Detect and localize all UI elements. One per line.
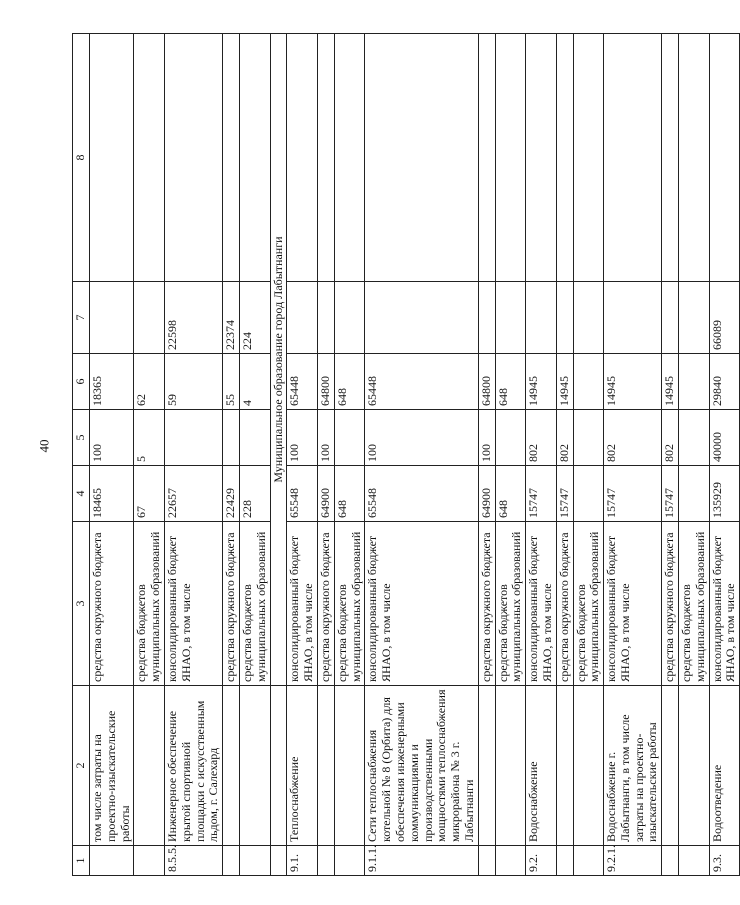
- cell-col-6: 65448: [287, 354, 318, 410]
- header-col-8: 8: [73, 34, 90, 282]
- cell-col-5: 802: [604, 410, 662, 466]
- cell-col-3: средства окружного бюджета: [90, 522, 134, 686]
- cell-col-2: [134, 686, 165, 846]
- cell-col-3: средства бюджетов муниципальных образований: [495, 522, 526, 686]
- cell-col-3: консолидированный бюджет ЯНАО, в том числе: [287, 522, 318, 686]
- table-row: [317, 34, 334, 876]
- cell-col-7: [556, 282, 573, 354]
- cell-col-5: [334, 410, 365, 466]
- section-empty-cell: [270, 846, 287, 876]
- cell-col-7: [573, 282, 604, 354]
- cell-col-6: 29840: [709, 354, 740, 410]
- cell-col-1: [334, 846, 365, 876]
- section-empty-cell: [270, 686, 287, 846]
- cell-col-3: средства окружного бюджета: [478, 522, 495, 686]
- cell-col-2: [573, 686, 604, 846]
- cell-col-2: [679, 686, 710, 846]
- cell-col-1: 9.2.1.: [604, 846, 662, 876]
- cell-col-8: [90, 34, 134, 282]
- cell-col-1: [556, 846, 573, 876]
- cell-col-1: [573, 846, 604, 876]
- cell-col-6: 64800: [317, 354, 334, 410]
- cell-col-6: 18365: [90, 354, 134, 410]
- cell-col-4: [679, 466, 710, 522]
- cell-col-6: 62: [134, 354, 165, 410]
- cell-col-5: 802: [662, 410, 679, 466]
- cell-col-6: 55: [223, 354, 240, 410]
- cell-col-4: 15747: [662, 466, 679, 522]
- cell-col-2: [334, 686, 365, 846]
- cell-col-3: средства окружного бюджета: [223, 522, 240, 686]
- cell-col-3: консолидированный бюджет ЯНАО, в том числе: [164, 522, 222, 686]
- cell-col-5: 100: [478, 410, 495, 466]
- cell-col-7: [287, 282, 318, 354]
- cell-col-4: 15747: [556, 466, 573, 522]
- cell-col-4: 135929: [709, 466, 740, 522]
- cell-col-6: 14945: [526, 354, 557, 410]
- cell-col-5: [573, 410, 604, 466]
- header-col-6: 6: [73, 354, 90, 410]
- cell-col-6: [679, 354, 710, 410]
- cell-col-4: 65548: [287, 466, 318, 522]
- header-col-5: 5: [73, 410, 90, 466]
- cell-col-1: 8.5.5.: [164, 846, 222, 876]
- cell-col-8: [573, 34, 604, 282]
- cell-col-8: [478, 34, 495, 282]
- cell-col-2: Водоснабжение: [526, 686, 557, 846]
- cell-col-7: [317, 282, 334, 354]
- cell-col-6: 14945: [556, 354, 573, 410]
- cell-col-8: [709, 34, 740, 282]
- table-row: [526, 34, 557, 876]
- cell-col-8: [365, 34, 478, 282]
- cell-col-4: 64900: [317, 466, 334, 522]
- cell-col-5: 100: [90, 410, 134, 466]
- cell-col-3: средства бюджетов муниципальных образований: [573, 522, 604, 686]
- cell-col-3: средства окружного бюджета: [317, 522, 334, 686]
- cell-col-2: Водоотведение: [709, 686, 740, 846]
- cell-col-1: [90, 846, 134, 876]
- cell-col-1: [478, 846, 495, 876]
- cell-col-8: [495, 34, 526, 282]
- cell-col-2: [239, 686, 270, 846]
- cell-col-7: [662, 282, 679, 354]
- cell-col-6: [573, 354, 604, 410]
- cell-col-5: [495, 410, 526, 466]
- cell-col-6: 14945: [662, 354, 679, 410]
- cell-col-8: [317, 34, 334, 282]
- cell-col-4: 15747: [604, 466, 662, 522]
- cell-col-8: [134, 34, 165, 282]
- header-col-2: 2: [73, 686, 90, 846]
- cell-col-7: 224: [239, 282, 270, 354]
- table-row: [223, 34, 240, 876]
- cell-col-6: 4: [239, 354, 270, 410]
- table-row: [365, 34, 478, 876]
- cell-col-3: консолидированный бюджет ЯНАО, в том числе: [604, 522, 662, 686]
- cell-col-7: 22374: [223, 282, 240, 354]
- cell-col-8: [287, 34, 318, 282]
- cell-col-4: 65548: [365, 466, 478, 522]
- table-row: [573, 34, 604, 876]
- cell-col-8: [526, 34, 557, 282]
- cell-col-5: 802: [526, 410, 557, 466]
- cell-col-7: [526, 282, 557, 354]
- page-number: 40: [36, 439, 52, 453]
- cell-col-5: [239, 410, 270, 466]
- cell-col-2: Теплоснабжение: [287, 686, 318, 846]
- cell-col-1: [223, 846, 240, 876]
- cell-col-2: [223, 686, 240, 846]
- cell-col-5: 100: [365, 410, 478, 466]
- table-row: [334, 34, 365, 876]
- cell-col-4: 15747: [526, 466, 557, 522]
- cell-col-8: [556, 34, 573, 282]
- cell-col-3: средства окружного бюджета: [662, 522, 679, 686]
- cell-col-7: [495, 282, 526, 354]
- cell-col-7: [90, 282, 134, 354]
- cell-col-4: 18465: [90, 466, 134, 522]
- cell-col-1: [495, 846, 526, 876]
- table-row: [662, 34, 679, 876]
- cell-col-7: [334, 282, 365, 354]
- section-row: [270, 34, 287, 876]
- table-row: [709, 34, 740, 876]
- cell-col-1: [317, 846, 334, 876]
- budget-table: [72, 33, 740, 876]
- cell-col-5: 100: [287, 410, 318, 466]
- header-row: [73, 34, 90, 876]
- header-col-3: 3: [73, 522, 90, 686]
- section-title: Муниципальное образование город Лабытнанги: [270, 34, 287, 686]
- cell-col-5: 100: [317, 410, 334, 466]
- cell-col-6: 648: [495, 354, 526, 410]
- cell-col-2: Сети теплоснабжения котельной № 8 (Орбита) для обеспечения инженерными коммуникациями и производственными мощностями теплоснабжения микрорайона № 3 г. Лабытнанги: [365, 686, 478, 846]
- cell-col-3: средства бюджетов муниципальных образований: [134, 522, 165, 686]
- cell-col-7: [604, 282, 662, 354]
- cell-col-1: 9.1.: [287, 846, 318, 876]
- cell-col-5: [679, 410, 710, 466]
- header-col-1: 1: [73, 846, 90, 876]
- cell-col-1: 9.1.1.: [365, 846, 478, 876]
- cell-col-3: средства бюджетов муниципальных образований: [239, 522, 270, 686]
- cell-col-5: [223, 410, 240, 466]
- table-row: [134, 34, 165, 876]
- table-row: [556, 34, 573, 876]
- cell-col-3: консолидированный бюджет ЯНАО, в том числе: [365, 522, 478, 686]
- cell-col-6: 65448: [365, 354, 478, 410]
- table-row: [495, 34, 526, 876]
- cell-col-4: 648: [334, 466, 365, 522]
- cell-col-4: 228: [239, 466, 270, 522]
- cell-col-1: [134, 846, 165, 876]
- table-row: [239, 34, 270, 876]
- table-row: [478, 34, 495, 876]
- cell-col-4: [573, 466, 604, 522]
- cell-col-7: 22598: [164, 282, 222, 354]
- cell-col-2: [662, 686, 679, 846]
- cell-col-7: [679, 282, 710, 354]
- cell-col-7: [365, 282, 478, 354]
- cell-col-8: [662, 34, 679, 282]
- cell-col-4: 648: [495, 466, 526, 522]
- table-row: [604, 34, 662, 876]
- cell-col-1: [239, 846, 270, 876]
- cell-col-2: Водоснабжение г. Лабытнанги, в том числе затраты на проектно-изыскательские работы: [604, 686, 662, 846]
- cell-col-4: 22429: [223, 466, 240, 522]
- cell-col-8: [334, 34, 365, 282]
- cell-col-3: средства бюджетов муниципальных образований: [334, 522, 365, 686]
- cell-col-6: 648: [334, 354, 365, 410]
- cell-col-3: средства бюджетов муниципальных образований: [679, 522, 710, 686]
- cell-col-4: 67: [134, 466, 165, 522]
- cell-col-2: [317, 686, 334, 846]
- cell-col-8: [164, 34, 222, 282]
- cell-col-3: консолидированный бюджет ЯНАО, в том числе: [526, 522, 557, 686]
- cell-col-5: [164, 410, 222, 466]
- header-col-4: 4: [73, 466, 90, 522]
- cell-col-6: 64800: [478, 354, 495, 410]
- table-row: [679, 34, 710, 876]
- cell-col-3: консолидированный бюджет ЯНАО, в том числе: [709, 522, 740, 686]
- cell-col-1: 9.2.: [526, 846, 557, 876]
- header-col-7: 7: [73, 282, 90, 354]
- table-row: [90, 34, 134, 876]
- cell-col-2: [556, 686, 573, 846]
- cell-col-8: [223, 34, 240, 282]
- cell-col-1: [662, 846, 679, 876]
- cell-col-7: [478, 282, 495, 354]
- cell-col-7: [134, 282, 165, 354]
- cell-col-7: 66089: [709, 282, 740, 354]
- cell-col-1: 9.3.: [709, 846, 740, 876]
- cell-col-8: [604, 34, 662, 282]
- cell-col-4: 64900: [478, 466, 495, 522]
- cell-col-5: 40000: [709, 410, 740, 466]
- cell-col-1: [679, 846, 710, 876]
- cell-col-6: 59: [164, 354, 222, 410]
- table-body: [90, 34, 740, 876]
- cell-col-2: том числе затраты на проектно-изыскательские работы: [90, 686, 134, 846]
- cell-col-2: [495, 686, 526, 846]
- rotated-table-container: [72, 34, 738, 876]
- cell-col-5: 802: [556, 410, 573, 466]
- cell-col-2: [478, 686, 495, 846]
- table-row: [164, 34, 222, 876]
- cell-col-8: [679, 34, 710, 282]
- cell-col-6: 14945: [604, 354, 662, 410]
- cell-col-5: 5: [134, 410, 165, 466]
- table-row: [287, 34, 318, 876]
- cell-col-3: средства окружного бюджета: [556, 522, 573, 686]
- cell-col-4: 22657: [164, 466, 222, 522]
- cell-col-8: [239, 34, 270, 282]
- cell-col-2: Инженерное обеспечение крытой спортивной площадки с искусственным льдом, г. Салехард: [164, 686, 222, 846]
